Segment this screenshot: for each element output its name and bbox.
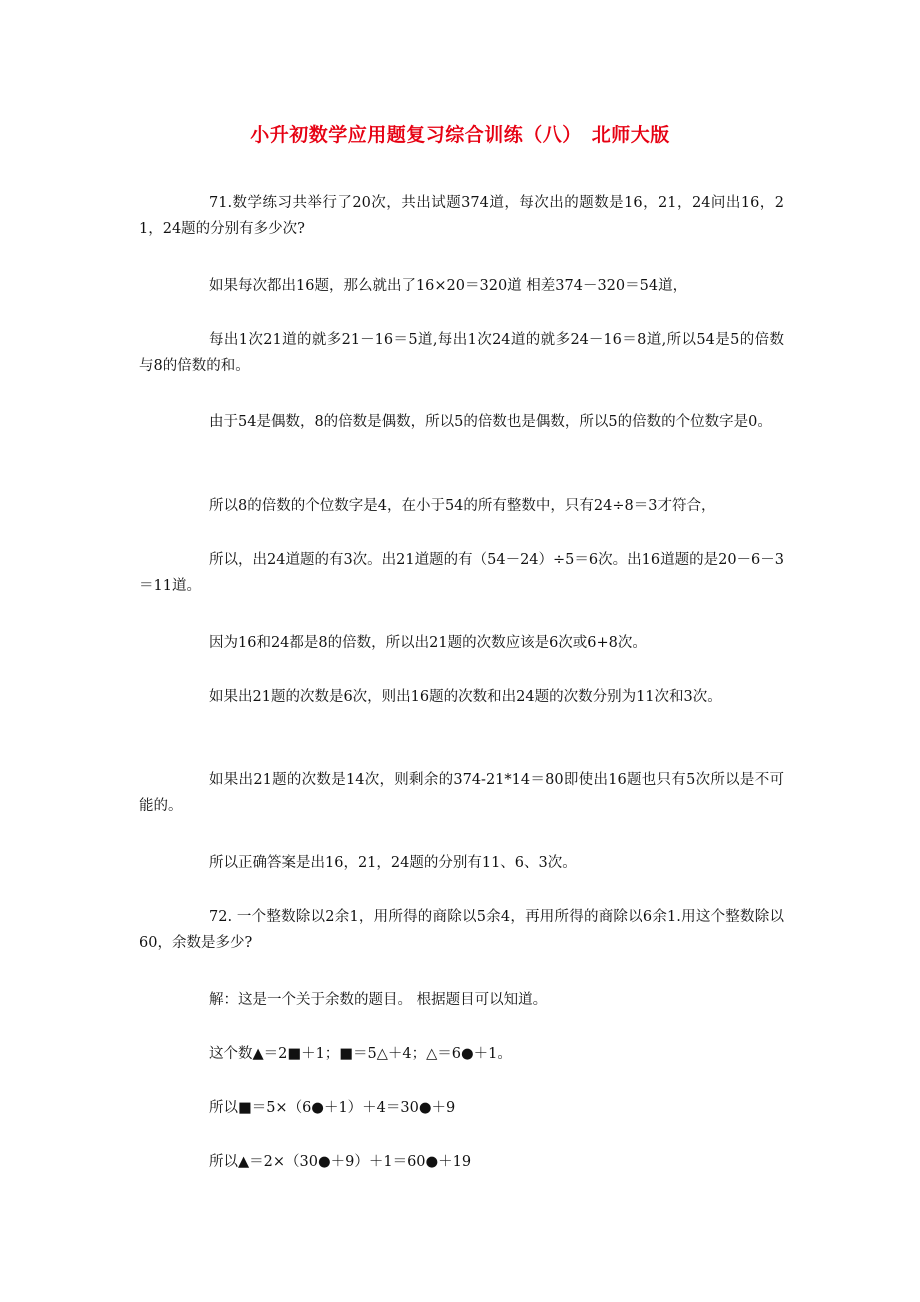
paragraph-9: 如果出21题的次数是14次，则剩余的374-21*14＝80即使出16题也只有5次所以是不可能的。 — [139, 772, 784, 814]
paragraph-1: 71.数学练习共举行了20次，共出试题374道，每次出的题数是16，21，24问出16，21，24题的分别有多少次? — [139, 195, 784, 237]
paragraph-2: 如果每次都出16题，那么就出了16×20＝320道 相差374－320＝54道， — [209, 278, 688, 294]
paragraph-7: 因为16和24都是8的倍数，所以出21题的次数应该是6次或6+8次。 — [209, 635, 647, 651]
paragraph-11: 72. 一个整数除以2余1，用所得的商除以5余4，再用所得的商除以6余1.用这个整数除以60，余数是多少? — [139, 909, 784, 951]
paragraph-13: 这个数▲＝2■＋1；■＝5△＋4；△＝6●＋1。 — [209, 1046, 512, 1062]
document-title: 小升初数学应用题复习综合训练（八） 北师大版 — [250, 124, 670, 146]
paragraph-8: 如果出21题的次数是6次，则出16题的次数和出24题的次数分别为11次和3次。 — [209, 689, 722, 705]
paragraph-15: 所以▲＝2×（30●＋9）＋1＝60●＋19 — [209, 1154, 472, 1170]
paragraph-4: 由于54是偶数，8的倍数是偶数，所以5的倍数也是偶数，所以5的倍数的个位数字是0。 — [209, 414, 772, 430]
paragraph-12: 解：这是一个关于余数的题目。 根据题目可以知道。 — [209, 992, 548, 1008]
paragraph-6: 所以，出24道题的有3次。出21道题的有（54－24）÷5＝6次。出16道题的是20－6－3＝11道。 — [139, 552, 784, 594]
paragraph-14: 所以■＝5×（6●＋1）＋4＝30●＋9 — [209, 1100, 456, 1116]
paragraph-5: 所以8的倍数的个位数字是4，在小于54的所有整数中，只有24÷8＝3才符合， — [209, 498, 716, 514]
paragraph-10: 所以正确答案是出16，21，24题的分别有11、6、3次。 — [209, 855, 577, 871]
paragraph-3: 每出1次21道的就多21－16＝5道,每出1次24道的就多24－16＝8道,所以54是5的倍数与8的倍数的和。 — [139, 332, 784, 374]
